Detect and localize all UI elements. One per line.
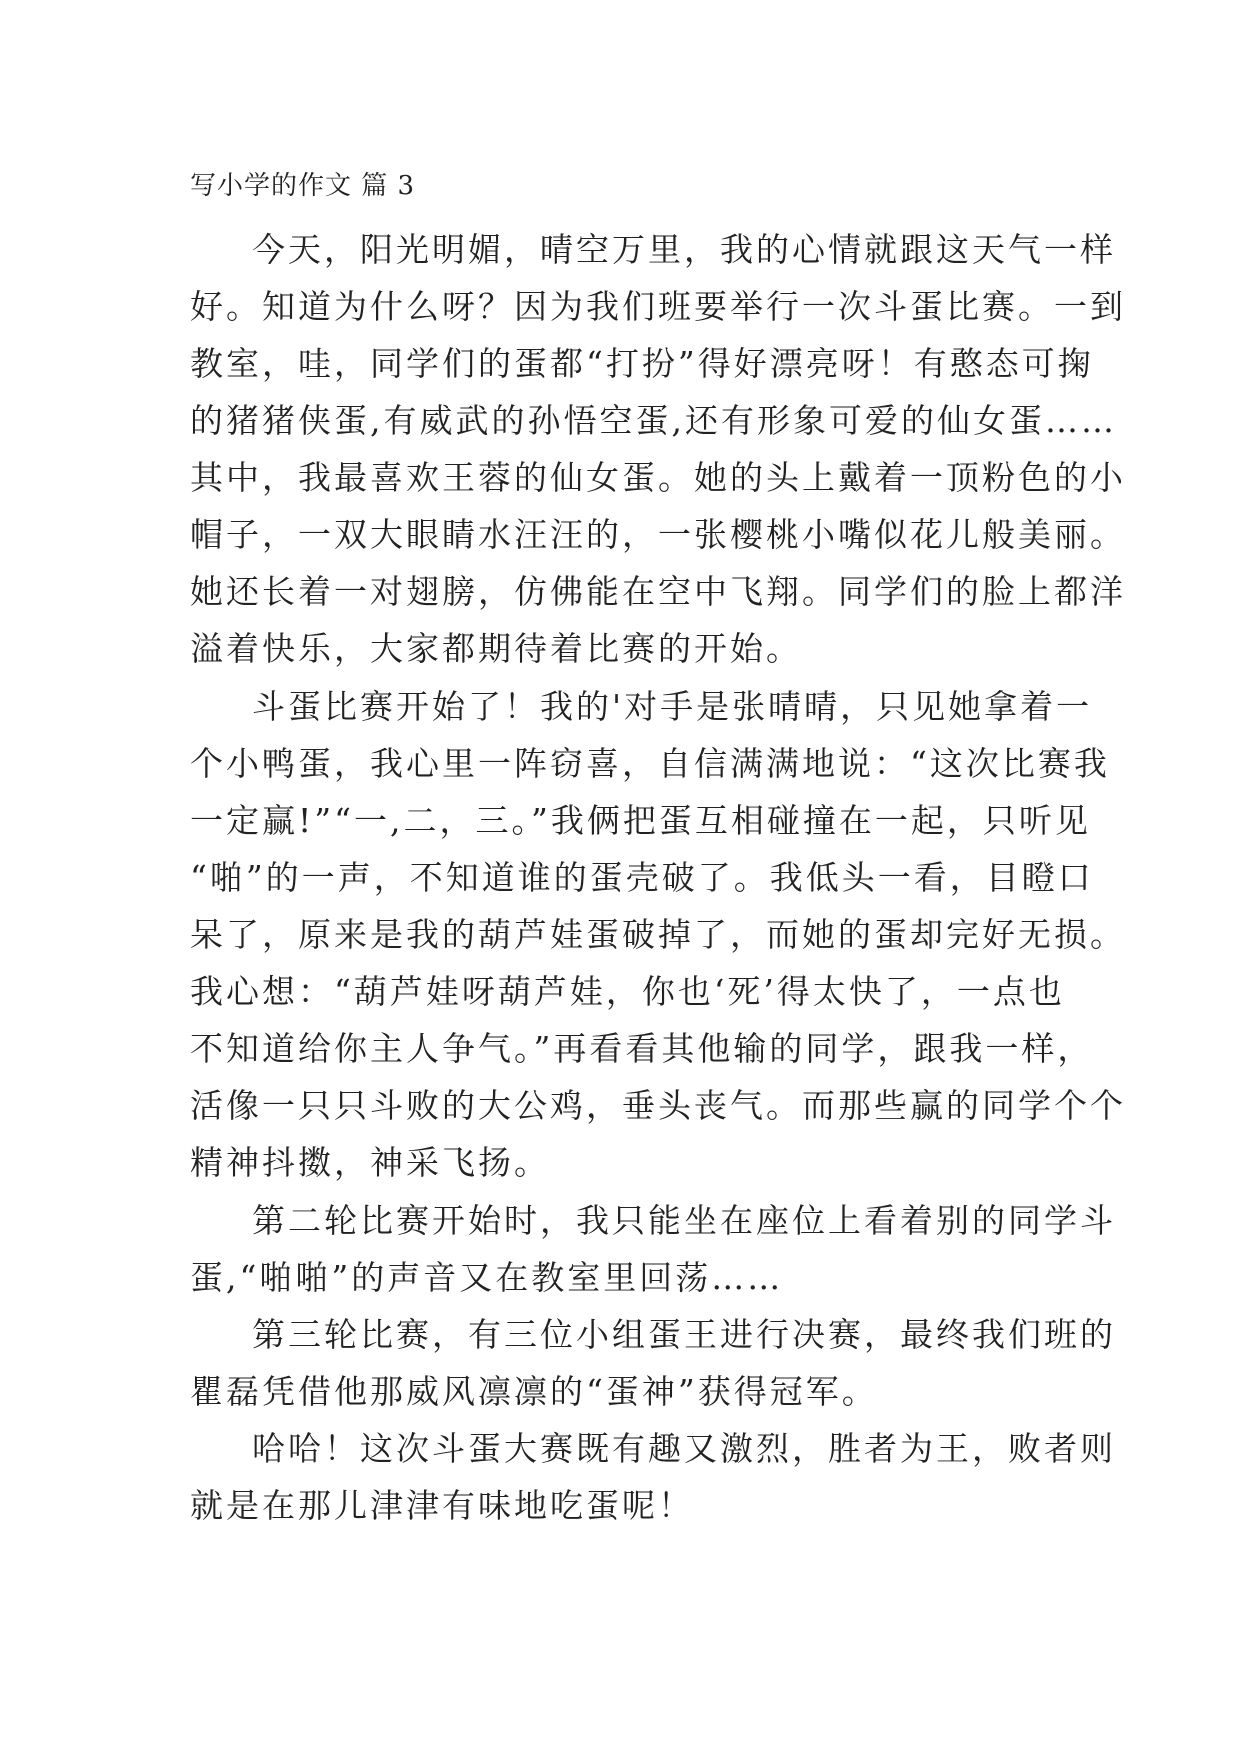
paragraph-line: 哈哈！这次斗蛋大赛既有趣又激烈，胜者为王，败者则 [252, 1429, 1116, 1468]
paragraph-line: 溢着快乐，大家都期待着比赛的开始。 [190, 629, 802, 668]
paragraph-line: 今天，阳光明媚，晴空万里，我的心情就跟这天气一样 [252, 230, 1116, 269]
essay-title: 写小学的作文 篇 3 [190, 171, 416, 201]
paragraph-line: 的猪猪侠蛋,有威武的孙悟空蛋,还有形象可爱的仙女蛋…… [190, 401, 1117, 440]
paragraph-line: “啪”的一声，不知道谁的蛋壳破了。我低头一看，目瞪口 [190, 858, 1094, 897]
paragraph-line: 不知道给你主人争气。”再看看其他输的同学，跟我一样， [190, 1029, 1094, 1068]
paragraph-line: 呆了，原来是我的葫芦娃蛋破掉了，而她的蛋却完好无损。 [190, 915, 1126, 954]
paragraph-line: 瞿磊凭借他那威风凛凛的“蛋神”获得冠军。 [190, 1372, 878, 1411]
paragraph-line: 就是在那儿津津有味地吃蛋呢！ [190, 1486, 694, 1525]
paragraph-line: 教室，哇，同学们的蛋都“打扮”得好漂亮呀！有憨态可掬 [190, 344, 1094, 383]
paragraph-line: 个小鸭蛋，我心里一阵窃喜，自信满满地说：“这次比赛我 [190, 744, 1110, 783]
paragraph-line: 精神抖擞，神采飞扬。 [190, 1143, 550, 1182]
paragraph-line: 帽子，一双大眼睛水汪汪的，一张樱桃小嘴似花儿般美丽。 [190, 515, 1126, 554]
paragraph-line: 一定赢!”“一,二，三。”我俩把蛋互相碰撞在一起，只听见 [190, 801, 1091, 840]
paragraph-line: 我心想：“葫芦娃呀葫芦娃，你也‘死’得太快了，一点也 [190, 972, 1065, 1011]
paragraph-line: 她还长着一对翅膀，仿佛能在空中飞翔。同学们的脸上都洋 [190, 572, 1126, 611]
paragraph-line: 斗蛋比赛开始了！我的'对手是张晴晴，只见她拿着一 [252, 687, 1093, 726]
paragraph-line: 蛋,“啪啪”的声音又在教室里回荡…… [190, 1258, 784, 1297]
paragraph-line: 其中，我最喜欢王蓉的仙女蛋。她的头上戴着一顶粉色的小 [190, 458, 1126, 497]
paragraph-line: 第三轮比赛，有三位小组蛋王进行决赛，最终我们班的 [252, 1315, 1116, 1354]
paragraph-line: 第二轮比赛开始时，我只能坐在座位上看着别的同学斗 [252, 1201, 1116, 1240]
paragraph-line: 好。知道为什么呀？因为我们班要举行一次斗蛋比赛。一到 [190, 287, 1126, 326]
paragraph-line: 活像一只只斗败的大公鸡，垂头丧气。而那些赢的同学个个 [190, 1086, 1126, 1125]
